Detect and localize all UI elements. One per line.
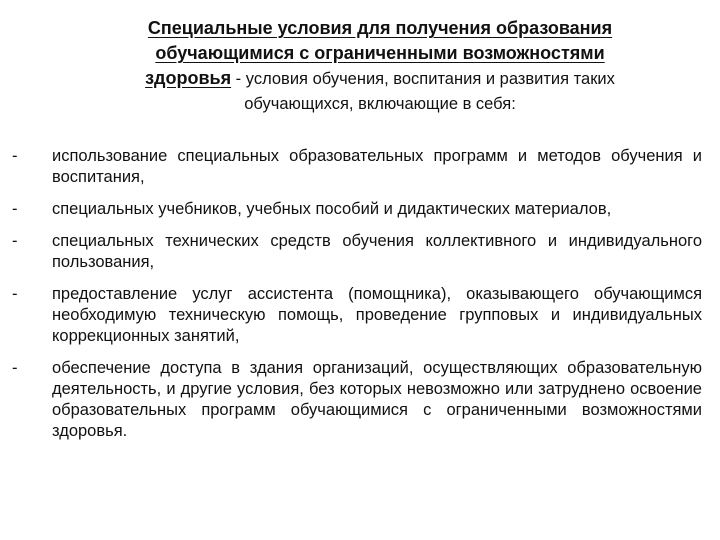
heading-term: здоровья [145, 68, 232, 88]
heading-line-2: обучающимися с ограниченными возможностями [155, 43, 605, 63]
list-item [12, 284, 702, 347]
list-bullet: - [12, 359, 18, 377]
list-item [12, 199, 702, 220]
list-bullet: - [12, 232, 18, 250]
slide-heading [60, 16, 700, 117]
heading-line-4: обучающихся, включающие в себя: [244, 95, 516, 113]
list-item-text: специальных учебников, учебных пособий и дидактических материалов, [52, 200, 612, 218]
list-item [12, 231, 702, 273]
list-item [12, 358, 702, 442]
heading-line-1: Специальные условия для получения образования [147, 18, 613, 38]
list-bullet: - [12, 147, 18, 165]
list-bullet: - [12, 285, 18, 303]
list-item-text: использование специальных образовательных программ и методов обучения и воспитания, [52, 147, 702, 186]
list-bullet: - [12, 200, 18, 218]
heading-definition: - условия обучения, воспитания и развития таких [231, 70, 615, 88]
conditions-list [12, 146, 702, 453]
list-item [12, 146, 702, 188]
list-item-text: специальных технических средств обучения коллективного и индивидуального пользования, [52, 232, 702, 271]
heading-line-3 [60, 66, 700, 92]
list-item-text: предоставление услуг ассистента (помощника), оказывающего обучающимся необходимую техническую помощь, проведение групповых и индивидуальных коррекционных занятий, [52, 285, 702, 345]
list-item-text: обеспечение доступа в здания организаций, осуществляющих образовательную деятельность, и другие условия, без которых невозможно или затруднено освоение образовательных программ обучающимися с ограниченными возможностями здоровья. [52, 359, 702, 440]
